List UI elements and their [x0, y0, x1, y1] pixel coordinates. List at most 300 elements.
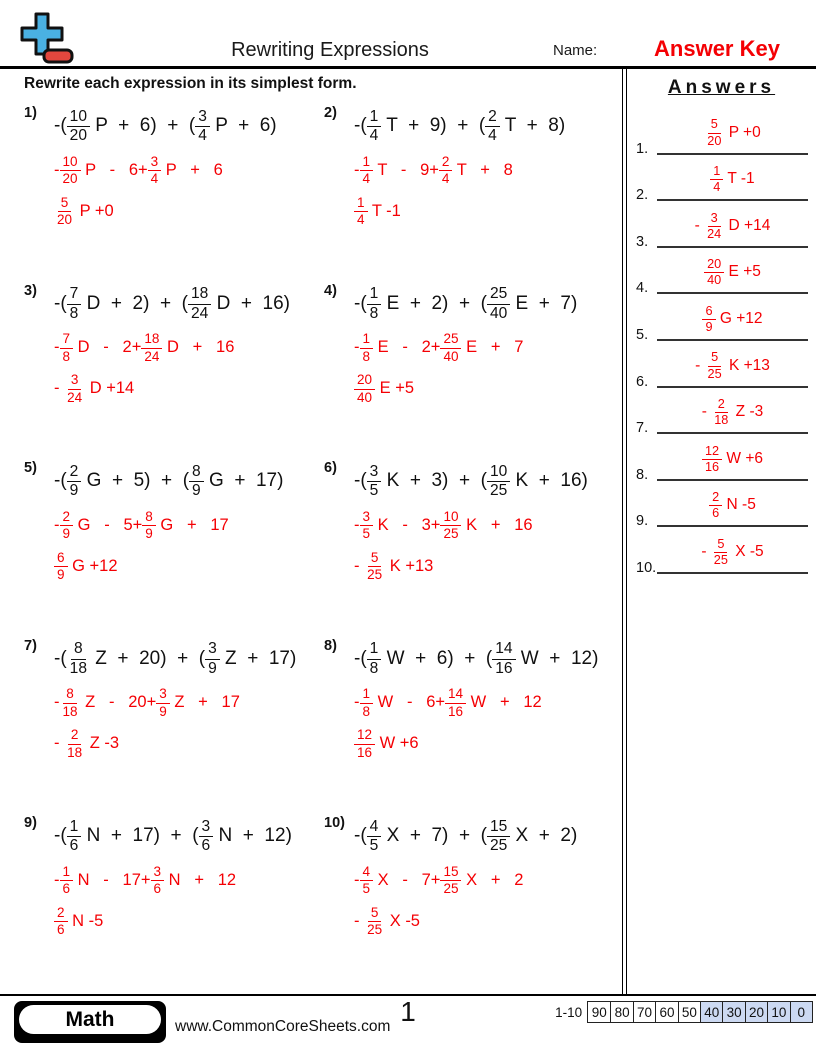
fraction-denominator: 9 — [57, 567, 65, 582]
problem-row — [24, 281, 622, 459]
math-text: G +12 — [67, 556, 118, 575]
fraction — [439, 154, 453, 186]
math-text: W +6 — [722, 449, 764, 467]
fraction — [142, 509, 156, 541]
score-cell: 90 — [588, 1002, 610, 1022]
fraction-denominator: 16 — [495, 659, 513, 677]
fraction — [54, 195, 75, 227]
fraction — [440, 864, 461, 896]
math-text: - — [701, 542, 711, 560]
fraction-numerator: 1 — [367, 108, 382, 127]
fraction-numerator: 3 — [367, 463, 382, 482]
math-text: W +6 — [375, 734, 419, 752]
fraction — [64, 727, 85, 759]
answer-value — [657, 439, 808, 481]
fraction-denominator: 4 — [441, 171, 450, 186]
fraction-numerator: 10 — [440, 509, 461, 526]
math-text: - — [54, 338, 60, 356]
fraction — [367, 818, 382, 855]
answer-row — [627, 346, 816, 393]
fraction-numerator: 8 — [189, 463, 204, 482]
score-cell: 80 — [610, 1002, 632, 1022]
score-grid — [555, 1001, 813, 1023]
math-text: - — [54, 734, 65, 752]
work-step — [354, 682, 598, 724]
math-text: T - 9+ — [373, 160, 439, 179]
fraction-numerator: 1 — [360, 331, 374, 348]
math-text: -( — [354, 825, 367, 846]
fraction-denominator: 25 — [443, 526, 459, 541]
math-text: E + 7 — [461, 338, 524, 356]
answer-value — [657, 346, 808, 388]
answer-number: 10. — [636, 559, 657, 576]
problem-answer — [354, 901, 577, 941]
fraction — [445, 686, 466, 718]
problem-answer — [354, 724, 598, 764]
score-cell: 50 — [678, 1002, 700, 1022]
math-text: W + 12) — [515, 647, 599, 669]
fraction-denominator: 24 — [144, 348, 160, 364]
problem-row — [24, 813, 622, 991]
math-text: - — [695, 356, 705, 374]
fraction — [711, 537, 731, 567]
fraction-denominator: 9 — [705, 318, 713, 334]
answer-row — [627, 206, 816, 253]
fraction — [360, 864, 374, 896]
fraction-denominator: 4 — [488, 127, 497, 144]
fraction — [60, 331, 74, 363]
fraction — [60, 154, 81, 186]
header — [0, 0, 816, 66]
problem-number: 7) — [24, 637, 37, 654]
fraction — [67, 818, 82, 855]
math-text: N + 17) + ( — [81, 825, 199, 846]
math-text: X + 2) — [510, 825, 578, 846]
fraction-denominator: 25 — [489, 482, 508, 499]
math-badge-label: Math — [19, 1005, 161, 1034]
fraction-denominator: 20 — [62, 171, 78, 186]
problem-expression — [354, 813, 577, 859]
problem-body — [54, 636, 296, 814]
problem-expression — [354, 281, 577, 327]
math-text: -( — [54, 292, 67, 314]
fraction-denominator: 25 — [707, 365, 722, 381]
math-text: - — [54, 870, 60, 889]
problems-grid — [24, 103, 622, 991]
fraction-denominator: 5 — [369, 837, 379, 854]
math-text: -( — [54, 115, 67, 136]
fraction-numerator: 8 — [63, 686, 77, 703]
fraction — [360, 331, 374, 363]
fraction-numerator: 20 — [704, 257, 724, 273]
fraction-numerator: 5 — [368, 905, 382, 922]
problem — [24, 636, 324, 814]
math-text: P + 6) — [209, 115, 277, 136]
fraction-numerator: 5 — [708, 350, 721, 366]
score-cell: 20 — [745, 1002, 767, 1022]
fraction-denominator: 4 — [357, 212, 365, 227]
math-text: X + 7) + ( — [381, 825, 487, 846]
fraction-numerator: 1 — [367, 285, 382, 304]
fraction — [360, 509, 374, 541]
answer-row — [627, 439, 816, 486]
math-text: - — [54, 515, 60, 534]
math-text: N - 17+ — [73, 870, 151, 889]
fraction-numerator: 15 — [440, 864, 461, 881]
work-step — [54, 859, 292, 901]
fraction-denominator: 16 — [704, 458, 720, 474]
problem-row — [24, 636, 622, 814]
problem — [24, 103, 324, 281]
problem-answer — [354, 369, 577, 409]
score-cells — [587, 1001, 813, 1023]
problem-body — [54, 813, 292, 991]
score-cell: 70 — [633, 1002, 655, 1022]
fraction-denominator: 25 — [367, 567, 383, 582]
math-text: - — [354, 693, 360, 711]
fraction-denominator: 25 — [443, 881, 459, 896]
fraction — [711, 397, 731, 427]
problem-answer — [54, 901, 292, 941]
fraction-denominator: 18 — [62, 703, 78, 719]
math-text: - — [54, 379, 65, 397]
problems-area — [0, 69, 622, 994]
problem-expression — [54, 813, 292, 859]
fraction-numerator: 1 — [367, 640, 382, 659]
math-text: N -5 — [722, 496, 756, 514]
work-step — [354, 149, 565, 191]
fraction-numerator: 1 — [360, 686, 374, 703]
math-text: W - 6+ — [373, 693, 446, 711]
fraction-numerator: 2 — [715, 397, 728, 413]
fraction-numerator: 1 — [360, 154, 374, 171]
fraction-denominator: 25 — [367, 922, 383, 937]
fraction-denominator: 6 — [57, 922, 65, 937]
math-text: D + 2) + ( — [81, 292, 188, 314]
math-text: E + 2) + ( — [381, 292, 487, 314]
fraction — [709, 490, 722, 520]
math-text: Z - 20+ — [80, 693, 157, 711]
math-text: Z -3 — [85, 734, 120, 752]
answer-key-label: Answer Key — [654, 36, 780, 61]
fraction — [205, 640, 220, 677]
math-text: W + 12 — [466, 693, 542, 711]
fraction-numerator: 10 — [60, 154, 81, 171]
fraction-denominator: 9 — [159, 703, 167, 719]
fraction — [367, 463, 382, 500]
fraction-numerator: 25 — [440, 331, 461, 348]
math-text: D +14 — [85, 379, 135, 397]
answer-number: 7. — [636, 420, 649, 437]
fraction — [67, 285, 82, 322]
math-text: -( — [54, 825, 67, 846]
answer-row — [627, 113, 816, 160]
fraction-denominator: 4 — [713, 179, 721, 195]
fraction-denominator: 40 — [489, 304, 508, 322]
fraction-denominator: 25 — [489, 837, 508, 854]
fraction-numerator: 1 — [710, 164, 723, 180]
math-text: X - 7+ — [373, 870, 441, 889]
fraction-denominator: 4 — [369, 127, 379, 144]
fraction-denominator: 8 — [369, 304, 379, 322]
answer-row — [627, 486, 816, 533]
fraction — [360, 686, 374, 718]
fraction-denominator: 4 — [150, 171, 159, 186]
math-text: K + 16) — [510, 470, 588, 491]
math-text: - — [54, 693, 60, 711]
problem-number: 10) — [324, 815, 345, 831]
fraction-numerator: 2 — [67, 463, 82, 482]
fraction-denominator: 40 — [443, 348, 459, 364]
answer-row — [627, 299, 816, 346]
answer-number: 3. — [636, 233, 649, 250]
fraction-numerator: 8 — [142, 509, 156, 526]
problem-body — [54, 281, 290, 459]
math-text: G + 17 — [155, 515, 229, 534]
fraction — [354, 195, 368, 227]
fraction-numerator: 8 — [71, 640, 86, 659]
fraction — [151, 864, 165, 896]
fraction-denominator: 4 — [198, 127, 207, 144]
fraction-denominator: 9 — [145, 526, 153, 541]
fraction-numerator: 2 — [54, 905, 68, 922]
math-text: - — [354, 870, 360, 889]
fraction-denominator: 18 — [69, 659, 87, 677]
instruction-text: Rewrite each expression in its simplest form. — [24, 75, 357, 92]
fraction-denominator: 6 — [153, 881, 162, 896]
answer-number: 2. — [636, 187, 649, 204]
problem-number: 9) — [24, 815, 37, 831]
problem-answer — [54, 191, 277, 231]
answers-heading: Answers — [667, 77, 776, 98]
fraction-denominator: 16 — [448, 703, 464, 719]
math-text: N + 12 — [164, 870, 237, 889]
fraction-numerator: 4 — [360, 864, 374, 881]
fraction — [485, 108, 500, 145]
problem-number: 4) — [324, 282, 337, 299]
fraction-numerator: 14 — [445, 686, 466, 703]
score-cell: 40 — [700, 1002, 722, 1022]
fraction — [156, 686, 170, 718]
fraction-denominator: 24 — [190, 304, 209, 322]
answer-value — [657, 299, 808, 341]
math-text: - — [694, 216, 705, 234]
problem-expression — [354, 636, 598, 682]
fraction-denominator: 6 — [712, 505, 720, 521]
problem-body — [354, 458, 588, 636]
fraction-denominator: 6 — [69, 837, 79, 854]
fraction-numerator: 5 — [714, 537, 727, 553]
math-text: X -5 — [730, 542, 764, 560]
problem — [24, 813, 324, 991]
fraction-numerator: 3 — [151, 864, 165, 881]
math-text: E - 2+ — [373, 338, 441, 356]
problem-body — [354, 103, 565, 281]
fraction-denominator: 18 — [67, 744, 83, 760]
fraction — [195, 108, 210, 145]
fraction — [188, 285, 211, 322]
math-text: P - 6+ — [80, 160, 148, 179]
math-text: - — [354, 911, 365, 930]
fraction-numerator: 10 — [487, 463, 510, 482]
fraction — [354, 372, 375, 404]
fraction — [54, 550, 68, 582]
fraction-numerator: 10 — [67, 108, 90, 127]
fraction-numerator: 1 — [354, 195, 368, 212]
math-text: -( — [54, 470, 67, 491]
problem-number: 8) — [324, 637, 337, 654]
fraction-numerator: 18 — [141, 331, 162, 348]
fraction-numerator: 2 — [68, 727, 82, 744]
problem — [324, 636, 622, 814]
problem-expression — [354, 103, 565, 149]
math-text: Z + 20) + ( — [89, 647, 206, 669]
fraction-numerator: 3 — [199, 818, 214, 837]
math-text: - — [354, 515, 360, 534]
math-text: G + 5) + ( — [81, 470, 190, 491]
fraction-denominator: 40 — [707, 272, 722, 288]
fraction — [199, 818, 214, 855]
work-step — [354, 504, 588, 546]
answer-row — [627, 393, 816, 440]
math-text: T + 8 — [452, 160, 513, 179]
math-text: P + 6 — [161, 160, 223, 179]
problem-number: 1) — [24, 105, 37, 121]
fraction-numerator: 6 — [54, 550, 68, 567]
math-text: D + 16) — [211, 292, 290, 314]
problem-answer — [54, 369, 290, 409]
math-text: Z + 17) — [219, 647, 297, 669]
math-text: P +0 — [724, 123, 761, 141]
fraction — [64, 372, 85, 404]
problem-answer — [354, 191, 565, 231]
answer-value — [657, 485, 808, 527]
footer — [0, 994, 816, 1056]
fraction — [141, 331, 162, 363]
fraction-denominator: 8 — [369, 659, 379, 677]
math-badge — [14, 1001, 166, 1043]
answer-number: 9. — [636, 513, 649, 530]
math-text: P +0 — [75, 201, 114, 220]
fraction — [148, 154, 162, 186]
math-text: W + 6) + ( — [381, 647, 493, 669]
fraction-numerator: 5 — [708, 117, 721, 133]
fraction-numerator: 3 — [68, 372, 82, 389]
fraction-denominator: 8 — [69, 304, 79, 322]
math-text: N + 12) — [213, 825, 292, 846]
fraction-numerator: 1 — [67, 818, 82, 837]
fraction-numerator: 12 — [354, 727, 375, 744]
math-text: E + 7) — [510, 292, 578, 314]
math-text: P + 6) + ( — [89, 115, 196, 136]
problem — [324, 103, 622, 281]
math-text: T + 8) — [499, 115, 566, 136]
fraction — [364, 550, 385, 582]
fraction-numerator: 7 — [67, 285, 82, 304]
work-step — [54, 682, 296, 724]
fraction-numerator: 4 — [367, 818, 382, 837]
problem — [324, 458, 622, 636]
problem-row — [24, 458, 622, 636]
answer-number: 5. — [636, 326, 649, 343]
math-text: D - 2+ — [73, 338, 142, 356]
math-text: -( — [354, 647, 367, 669]
work-step — [54, 327, 290, 369]
name-label: Name: — [553, 42, 598, 59]
problem-answer — [54, 724, 296, 764]
fraction-denominator: 9 — [69, 482, 79, 499]
fraction-numerator: 3 — [708, 211, 721, 227]
answer-value — [657, 206, 808, 248]
fraction-denominator: 40 — [357, 389, 373, 405]
fraction-numerator: 3 — [195, 108, 210, 127]
fraction — [704, 257, 724, 287]
fraction — [704, 211, 724, 241]
fraction-numerator: 5 — [368, 550, 382, 567]
fraction-numerator: 15 — [487, 818, 510, 837]
problem-number: 6) — [324, 460, 337, 476]
fraction-numerator: 1 — [60, 864, 74, 881]
problem-body — [54, 458, 283, 636]
problem-body — [354, 281, 577, 459]
fraction-denominator: 20 — [707, 132, 722, 148]
fraction — [360, 154, 374, 186]
fraction-denominator: 5 — [362, 881, 371, 896]
fraction-numerator: 2 — [439, 154, 453, 171]
fraction-denominator: 9 — [208, 659, 217, 677]
page-number: 1 — [400, 996, 416, 1027]
fraction — [67, 108, 90, 145]
fraction-numerator: 3 — [156, 686, 170, 703]
fraction — [189, 463, 204, 500]
fraction-denominator: 5 — [369, 482, 379, 499]
math-text: - — [354, 160, 360, 179]
math-text: T -1 — [367, 201, 401, 220]
fraction — [487, 818, 510, 855]
fraction-numerator: 2 — [709, 490, 722, 506]
score-cell: 0 — [790, 1002, 812, 1022]
problem-expression — [54, 636, 296, 682]
fraction-numerator: 2 — [60, 509, 74, 526]
math-text: D +14 — [724, 216, 771, 234]
fraction — [440, 509, 461, 541]
problem-body — [54, 103, 277, 281]
math-text: -( — [354, 470, 367, 491]
fraction — [367, 640, 382, 677]
fraction-denominator: 20 — [69, 127, 87, 144]
fraction-numerator: 12 — [702, 444, 722, 460]
score-cell: 10 — [767, 1002, 789, 1022]
fraction — [354, 727, 375, 759]
website-url: www.CommonCoreSheets.com — [175, 1018, 391, 1035]
work-step — [54, 149, 277, 191]
problem — [24, 281, 324, 459]
problem-answer — [54, 546, 283, 586]
answer-row — [627, 160, 816, 207]
fraction — [492, 640, 515, 677]
fraction-denominator: 6 — [62, 881, 71, 896]
math-text: T -1 — [723, 170, 755, 188]
fraction-denominator: 5 — [362, 526, 371, 541]
problem-answer — [354, 546, 588, 586]
problem-body — [354, 813, 577, 991]
problem — [324, 813, 622, 991]
answer-value — [657, 113, 808, 155]
answer-value — [657, 532, 808, 574]
math-text: K - 3+ — [373, 515, 441, 534]
fraction-denominator: 24 — [67, 389, 83, 405]
math-text: T + 9) + ( — [381, 115, 486, 136]
